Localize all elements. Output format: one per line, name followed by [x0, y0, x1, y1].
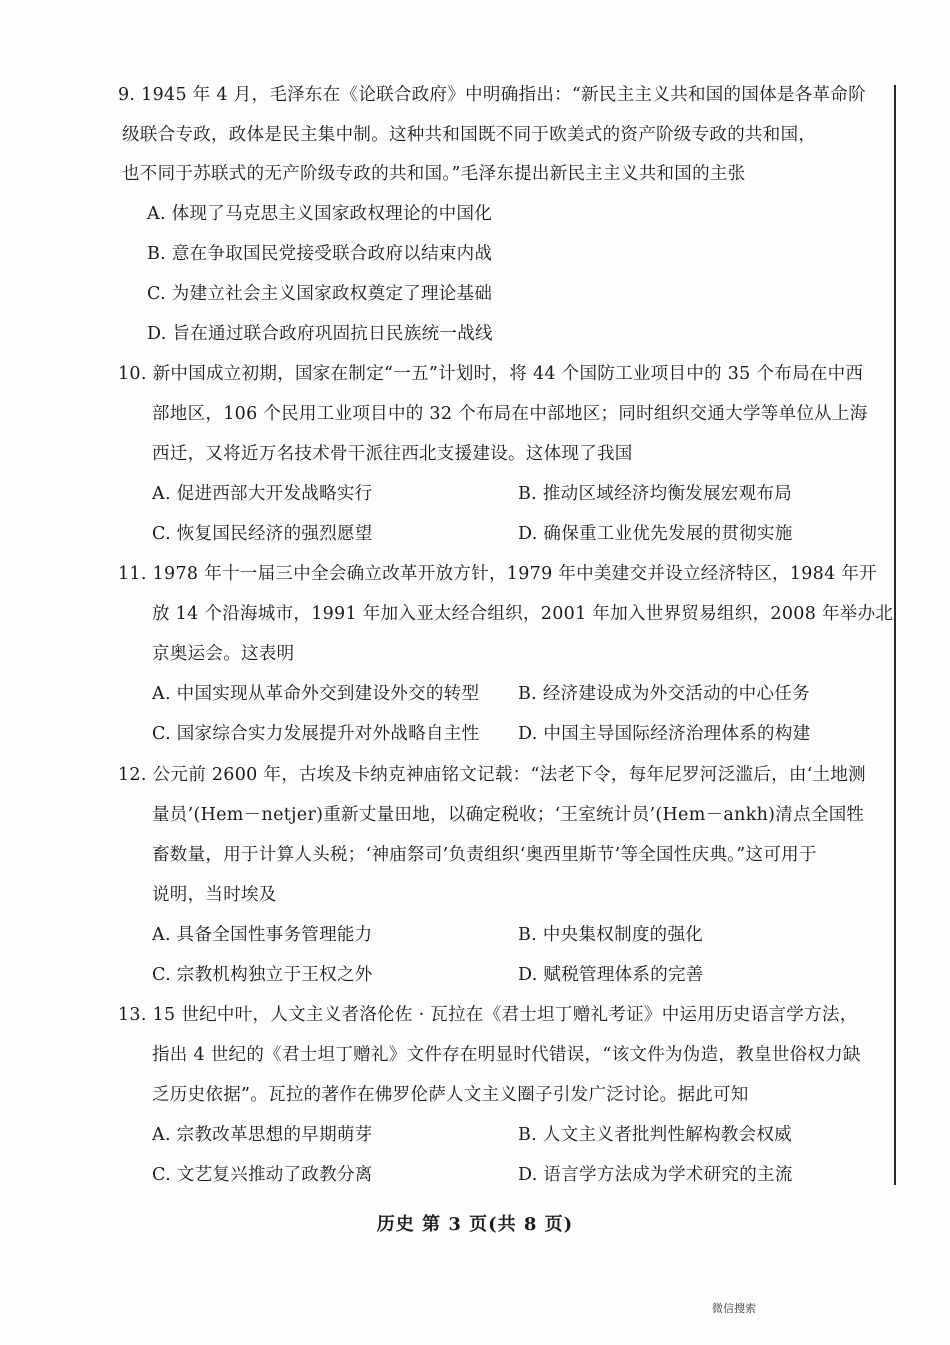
q12-option-d: D. 赋税管理体系的完善 — [518, 965, 704, 985]
q11-line-1: 11. 1978 年十一届三中全会确立改革开放方针，1979 年中美建交并设立经济特区，1984 年开 — [118, 564, 877, 584]
q12-option-c: C. 宗教机构独立于王权之外 — [152, 965, 373, 985]
q12-option-b: B. 中央集权制度的强化 — [518, 925, 704, 945]
q10-line-2: 部地区，106 个民用工业项目中的 32 个布局在中部地区；同时组织交通大学等单位从上海 — [152, 404, 868, 424]
q13-option-d: D. 语言学方法成为学术研究的主流 — [518, 1165, 793, 1185]
q9-option-b: B. 意在争取国民党接受联合政府以结束内战 — [147, 244, 493, 264]
q10-option-b: B. 推动区域经济均衡发展宏观布局 — [518, 484, 793, 504]
q11-line-3: 京奥运会。这表明 — [152, 644, 295, 664]
q9-line-3: 也不同于苏联式的无产阶级专政的共和国。”毛泽东提出新民主主义共和国的主张 — [122, 164, 746, 184]
q11-line-2: 放 14 个沿海城市，1991 年加入亚太经合组织，2001 年加入世界贸易组织，2008 年举办北 — [152, 604, 894, 624]
q9-option-a: A. 体现了马克思主义国家政权理论的中国化 — [147, 204, 493, 224]
watermark-text: 微信搜索 — [712, 1302, 756, 1315]
q9-line-1: 9. 1945 年 4 月，毛泽东在《论联合政府》中明确指出：“新民主主义共和国的国体是各革命阶 — [118, 85, 866, 105]
q10-line-1: 10. 新中国成立初期，国家在制定“一五”计划时，将 44 个国防工业项目中的 35 个布局在中西 — [118, 364, 864, 384]
q11-option-d: D. 中国主导国际经济治理体系的构建 — [518, 724, 811, 744]
q13-line-1: 13. 15 世纪中叶，人文主义者洛伦佐 · 瓦拉在《君士坦丁赠礼考证》中运用历史语言学方法， — [118, 1005, 858, 1025]
q11-option-b: B. 经济建设成为外交活动的中心任务 — [518, 684, 810, 704]
q13-line-3: 乏历史依据”。瓦拉的著作在佛罗伦萨人文主义圈子引发广泛讨论。据此可知 — [152, 1085, 749, 1105]
q11-option-c: C. 国家综合实力发展提升对外战略自主性 — [152, 724, 480, 744]
q9-option-d: D. 旨在通过联合政府巩固抗日民族统一战线 — [147, 324, 493, 344]
q10-line-3: 西迁，又将近万名技术骨干派往西北支援建设。这体现了我国 — [152, 444, 633, 464]
q12-option-a: A. 具备全国性事务管理能力 — [152, 925, 373, 945]
q12-line-3: 畜数量，用于计算人头税；‘神庙祭司’负责组织‘奥西里斯节’等全国性庆典。”这可用于 — [152, 845, 817, 865]
q9-option-c: C. 为建立社会主义国家政权奠定了理论基础 — [147, 284, 493, 304]
q10-option-c: C. 恢复国民经济的强烈愿望 — [152, 524, 373, 544]
q13-option-a: A. 宗教改革思想的早期萌芽 — [152, 1125, 373, 1145]
margin-rule — [894, 85, 896, 1185]
q12-line-1: 12. 公元前 2600 年，古埃及卡纳克神庙铭文记载：“法老下令，每年尼罗河泛滥后，由‘土地测 — [118, 765, 866, 785]
q10-option-d: D. 确保重工业优先发展的贯彻实施 — [518, 524, 793, 544]
page-footer: 历史 第 3 页(共 8 页) — [376, 1214, 574, 1235]
q13-option-c: C. 文艺复兴推动了政教分离 — [152, 1165, 373, 1185]
q11-option-a: A. 中国实现从革命外交到建设外交的转型 — [152, 684, 480, 704]
q13-line-2: 指出 4 世纪的《君士坦丁赠礼》文件存在明显时代错误，“该文件为伪造，教皇世俗权力缺 — [152, 1045, 861, 1065]
q12-line-4: 说明，当时埃及 — [152, 885, 277, 905]
q13-option-b: B. 人文主义者批判性解构教会权威 — [518, 1125, 793, 1145]
q12-line-2: 量员’(Hem－netjer)重新丈量田地，以确定税收；‘王室统计员’(Hem－ankh)清点全国牲 — [152, 805, 865, 825]
q9-line-2: 级联合专政，政体是民主集中制。这种共和国既不同于欧美式的资产阶级专政的共和国， — [122, 125, 817, 145]
q10-option-a: A. 促进西部大开发战略实行 — [152, 484, 373, 504]
